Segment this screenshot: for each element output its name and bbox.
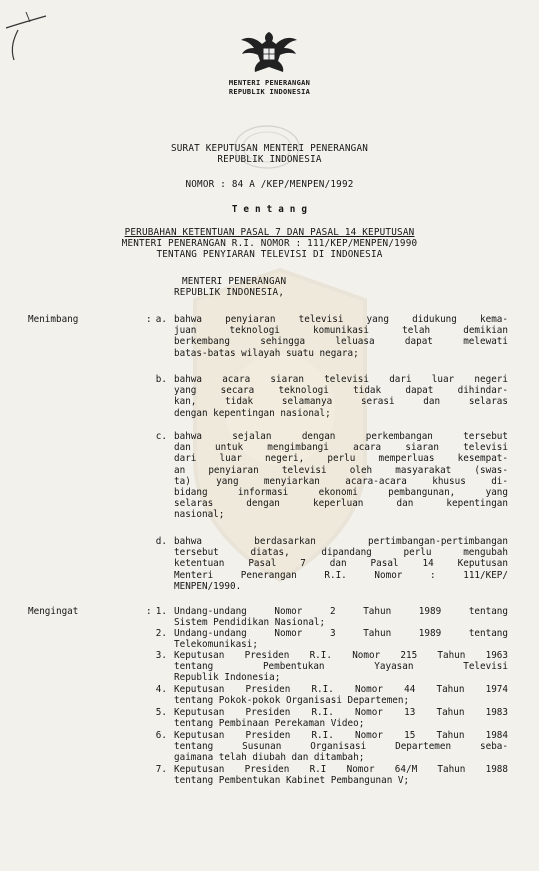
ministry-seal-icon xyxy=(232,123,302,171)
doc-title-line-2: REPUBLIK INDONESIA xyxy=(217,154,322,165)
issuer-line-1: MENTERI PENERANGAN xyxy=(182,276,287,287)
text-line: kan, tidak selamanya serasi dan selaras xyxy=(174,396,508,408)
mengingat-item-2 xyxy=(174,628,508,650)
text-line: tentang Pembinaan Perekaman Video; xyxy=(174,718,365,730)
text-line: bahwa berdasarkan pertimbangan-pertimbangan xyxy=(174,536,508,547)
mengingat-item-3 xyxy=(174,650,508,684)
text-line: selaras dengan keperluan dan kepentingan xyxy=(174,498,508,510)
mengingat-item-5 xyxy=(174,707,508,729)
text-line: dari luar negeri, perlu memperluas kesempat- xyxy=(174,453,508,465)
mengingat-item-mark: 4. xyxy=(155,684,167,695)
mengingat-item-1 xyxy=(174,606,508,628)
text-line: an penyiaran televisi oleh masyarakat (swas- xyxy=(174,464,508,476)
text-line: ketentuan Pasal 7 dan Pasal 14 Keputusan xyxy=(174,558,508,570)
text-line: nasional; xyxy=(174,509,225,521)
text-line: juan teknologi komunikasi telah demikian xyxy=(174,325,508,337)
text-line: Keputusan Presiden R.I. Nomor 215 Tahun 1963 xyxy=(174,650,508,661)
mengingat-colon: : xyxy=(146,606,152,617)
menimbang-item-a xyxy=(174,314,508,359)
text-line: yang secara teknologi tidak dapat dihindar- xyxy=(174,385,508,397)
menimbang-label: Menimbang xyxy=(28,314,79,325)
subject-line-3: TENTANG PENYIARAN TELEVISI DI INDONESIA xyxy=(156,249,383,260)
subject-line-1: PERUBAHAN KETENTUAN PASAL 7 DAN PASAL 14 KEPUTUSAN xyxy=(124,227,415,238)
text-line: tentang Pokok-pokok Organisasi Departemen; xyxy=(174,695,410,707)
menimbang-item-d xyxy=(174,536,508,592)
text-line: bahwa acara siaran televisi dari luar negeri xyxy=(174,374,508,385)
text-line: tersebut diatas, dipandang perlu mengubah xyxy=(174,547,508,559)
institution-line-1: MENTERI PENERANGAN xyxy=(228,79,311,87)
text-line: Telekomunikasi; xyxy=(174,639,258,651)
text-line: tentang Pembentukan Kabinet Pembangunan V; xyxy=(174,775,410,787)
text-line: Keputusan Presiden R.I. Nomor 15 Tahun 1984 xyxy=(174,730,508,741)
mengingat-label: Mengingat xyxy=(28,606,79,617)
mengingat-item-mark: 7. xyxy=(155,764,167,775)
text-line: berkembang sehingga leluasa dapat melewati xyxy=(174,336,508,348)
text-line: Keputusan Presiden R.I. Nomor 44 Tahun 1974 xyxy=(174,684,508,695)
text-line: Menteri Penerangan R.I. Nomor : 111/KEP/ xyxy=(174,569,508,581)
text-line: dan untuk mengimbangi acara siaran televisi xyxy=(174,442,508,454)
text-line: dengan kepentingan nasional; xyxy=(174,407,331,419)
mengingat-item-mark: 3. xyxy=(155,650,167,661)
mengingat-item-7 xyxy=(174,764,508,786)
institution-line-2: REPUBLIK INDONESIA xyxy=(228,88,311,96)
text-line: Keputusan Presiden R.I Nomor 64/M Tahun 1988 xyxy=(174,764,508,775)
text-line: Republik Indonesia; xyxy=(174,672,281,684)
text-line: ta) yang menyiarkan acara-acara khusus di- xyxy=(174,475,508,487)
text-line: batas-batas wilayah suatu negara; xyxy=(174,347,359,359)
text-line: Undang-undang Nomor 2 Tahun 1989 tentang xyxy=(174,606,508,617)
issuer-line-2: REPUBLIK INDONESIA, xyxy=(174,287,285,298)
mengingat-item-mark: 5. xyxy=(155,707,167,718)
text-line: tentang Susunan Organisasi Departemen seba- xyxy=(174,741,508,753)
text-line: Keputusan Presiden R.I. Nomor 13 Tahun 1983 xyxy=(174,707,508,718)
text-line: tentang Pembentukan Yayasan Televisi xyxy=(174,661,508,673)
text-line: bidang informasi ekonomi pembangunan, yang xyxy=(174,487,508,499)
doc-title-line-1: SURAT KEPUTUSAN MENTERI PENERANGAN xyxy=(170,143,369,154)
text-line: Undang-undang Nomor 3 Tahun 1989 tentang xyxy=(174,628,508,639)
mengingat-item-mark: 6. xyxy=(155,730,167,741)
mengingat-item-4 xyxy=(174,684,508,706)
text-line: gaimana telah diubah dan ditambah; xyxy=(174,752,365,764)
menimbang-item-c xyxy=(174,431,508,521)
menimbang-item-mark: c. xyxy=(155,431,167,442)
text-line: bahwa sejalan dengan perkembangan tersebut xyxy=(174,431,508,442)
pen-scribble-mark xyxy=(4,8,48,68)
mengingat-item-6 xyxy=(174,730,508,764)
mengingat-item-mark: 1. xyxy=(155,606,167,617)
text-line: Sistem Pendidikan Nasional; xyxy=(174,617,326,629)
menimbang-item-mark: a. xyxy=(155,314,167,325)
mengingat-item-mark: 2. xyxy=(155,628,167,639)
menimbang-item-mark: b. xyxy=(155,374,167,385)
menimbang-colon: : xyxy=(146,314,152,325)
subject-line-2: MENTERI PENERANGAN R.I. NOMOR : 111/KEP/MENPEN/1990 xyxy=(121,238,418,249)
doc-number: NOMOR : 84 A /KEP/MENPEN/1992 xyxy=(185,179,354,190)
text-line: MENPEN/1990. xyxy=(174,580,242,592)
text-line: bahwa penyiaran televisi yang didukung kema- xyxy=(174,314,508,325)
menimbang-item-mark: d. xyxy=(155,536,167,547)
tentang-heading: T e n t a n g xyxy=(231,204,308,215)
garuda-emblem-icon xyxy=(238,28,300,74)
menimbang-item-b xyxy=(174,374,508,419)
